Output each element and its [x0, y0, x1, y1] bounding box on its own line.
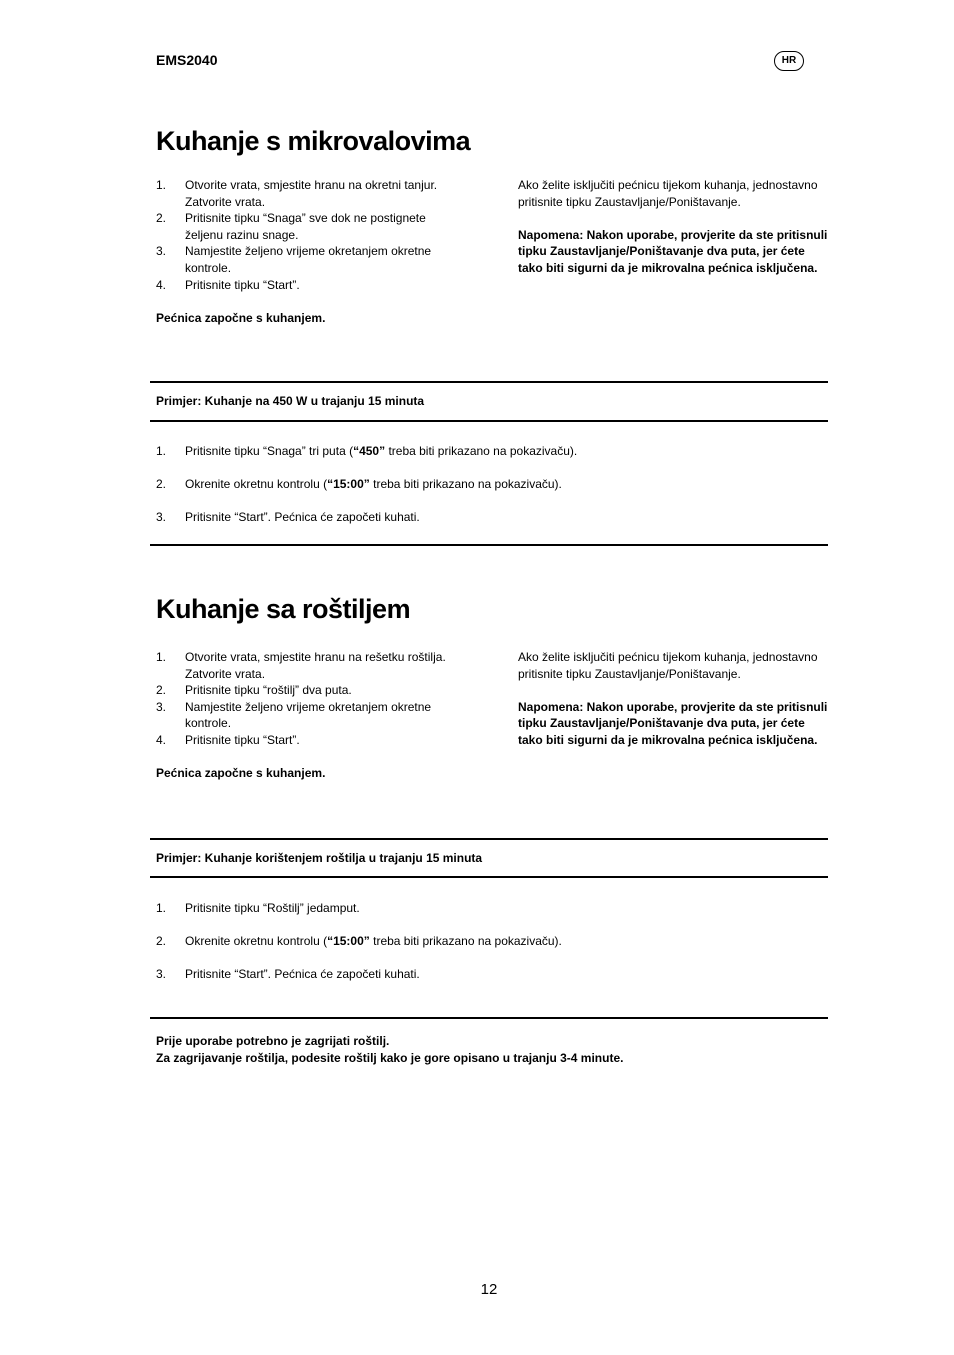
divider [150, 1017, 828, 1019]
step-text: Otvorite vrata, smjestite hranu na rešetku roštilja. Zatvorite vrata. [185, 650, 446, 681]
list-item [156, 210, 456, 243]
step-text: Pritisnite “Start”. Pećnica će započeti kuhati. [185, 967, 420, 981]
list-item [156, 901, 816, 915]
step-number: 3. [156, 244, 167, 259]
step-text: Pritisnite tipku “Start”. [185, 732, 300, 747]
step-text: Namjestite željeno vrijeme okretanjem okretne kontrole. [185, 699, 432, 731]
cooking-starts-text: Pećnica započne s kuhanjem. [156, 766, 326, 780]
stop-info [518, 649, 828, 749]
section-title-microwave: Kuhanje s mikrovalovima [156, 126, 471, 156]
list-item [156, 477, 816, 491]
list-item [156, 682, 456, 699]
step-number: 3. [156, 967, 167, 981]
stop-text: Ako želite isključiti pećnicu tijekom kuhanja, jednostavno pritisnite tipku Zaustavljanje/Poništavanje. [518, 650, 818, 681]
list-item [156, 934, 816, 948]
step-number: 2. [156, 683, 167, 698]
step-number: 4. [156, 732, 167, 747]
step-number: 4. [156, 277, 167, 292]
step-number: 1. [156, 901, 167, 915]
step-text: Pritisnite tipku “Snaga” sve dok ne postignete željenu razinu snage. [185, 211, 426, 242]
step-text: Pritisnite tipku “roštilj” dva puta. [185, 683, 352, 698]
microwave-steps [156, 177, 456, 293]
list-item [156, 699, 456, 732]
divider [150, 381, 828, 383]
example-title: Primjer: Kuhanje na 450 W u trajanju 15 minuta [156, 394, 425, 408]
stop-info [518, 177, 828, 277]
list-item [156, 277, 456, 294]
step-text: Pritisnite tipku “Snaga” tri puta (“450” treba biti prikazano na pokazivaču). [185, 444, 578, 458]
divider [150, 544, 828, 546]
step-text: Namjestite željeno vrijeme okretanjem okretne kontrole. [185, 244, 432, 275]
step-number: 2. [156, 934, 167, 948]
list-item [156, 510, 816, 524]
step-text: Pritisnite “Start”. Pećnica će započeti kuhati. [185, 510, 420, 524]
preheat-note [156, 1033, 623, 1067]
list-item [156, 177, 456, 210]
step-text: Otvorite vrata, smjestite hranu na okretni tanjur. Zatvorite vrata. [185, 178, 438, 209]
step-number: 2. [156, 211, 167, 226]
preheat-line-1: Prije uporabe potrebno je zagrijati roštilj. [156, 1034, 390, 1048]
step-text: Pritisnite tipku “Start”. [185, 277, 300, 292]
step-text: Pritisnite tipku “Roštilj” jedamput. [185, 901, 360, 915]
note-text: Napomena: Nakon uporabe, provjerite da ste pritisnuli tipku Zaustavljanje/Poništavanje dva puta, jer ćete tako biti sigurni da je mikrovalna pećnica isključena. [518, 699, 828, 747]
grill-steps [156, 649, 456, 749]
model-number: EMS2040 [156, 52, 218, 68]
cooking-starts-text: Pećnica započne s kuhanjem. [156, 311, 326, 325]
step-number: 3. [156, 699, 167, 714]
step-number: 3. [156, 510, 167, 524]
step-text: Okrenite okretnu kontrolu (“15:00” treba biti prikazano na pokazivaču). [185, 934, 562, 948]
list-item [156, 967, 816, 981]
divider [150, 876, 828, 878]
preheat-line-2: Za zagrijavanje roštilja, podesite roštilj kako je gore opisano u trajanju 3-4 minute. [156, 1051, 624, 1065]
list-item [156, 444, 816, 458]
step-number: 1. [156, 178, 167, 192]
divider [150, 838, 828, 840]
list-item [156, 649, 456, 682]
note-text: Napomena: Nakon uporabe, provjerite da ste pritisnuli tipku Zaustavljanje/Poništavanje dva puta, jer ćete tako biti sigurni da je mikrovalna pećnica isključena. [518, 227, 828, 275]
divider [150, 420, 828, 422]
list-item [156, 243, 456, 276]
step-number: 2. [156, 477, 167, 491]
step-text: Okrenite okretnu kontrolu (“15:00” treba biti prikazano na pokazivaču). [185, 477, 562, 491]
stop-text: Ako želite isključiti pećnicu tijekom kuhanja, jednostavno pritisnite tipku Zaustavljanje/Poništavanje. [518, 178, 818, 209]
step-number: 1. [156, 650, 167, 664]
section-title-grill: Kuhanje sa roštiljem [156, 594, 411, 624]
page-number: 12 [480, 1281, 498, 1298]
language-badge: HR [774, 51, 804, 71]
step-number: 1. [156, 444, 167, 458]
list-item [156, 732, 456, 749]
example-title: Primjer: Kuhanje korištenjem roštilja u trajanju 15 minuta [156, 851, 483, 865]
